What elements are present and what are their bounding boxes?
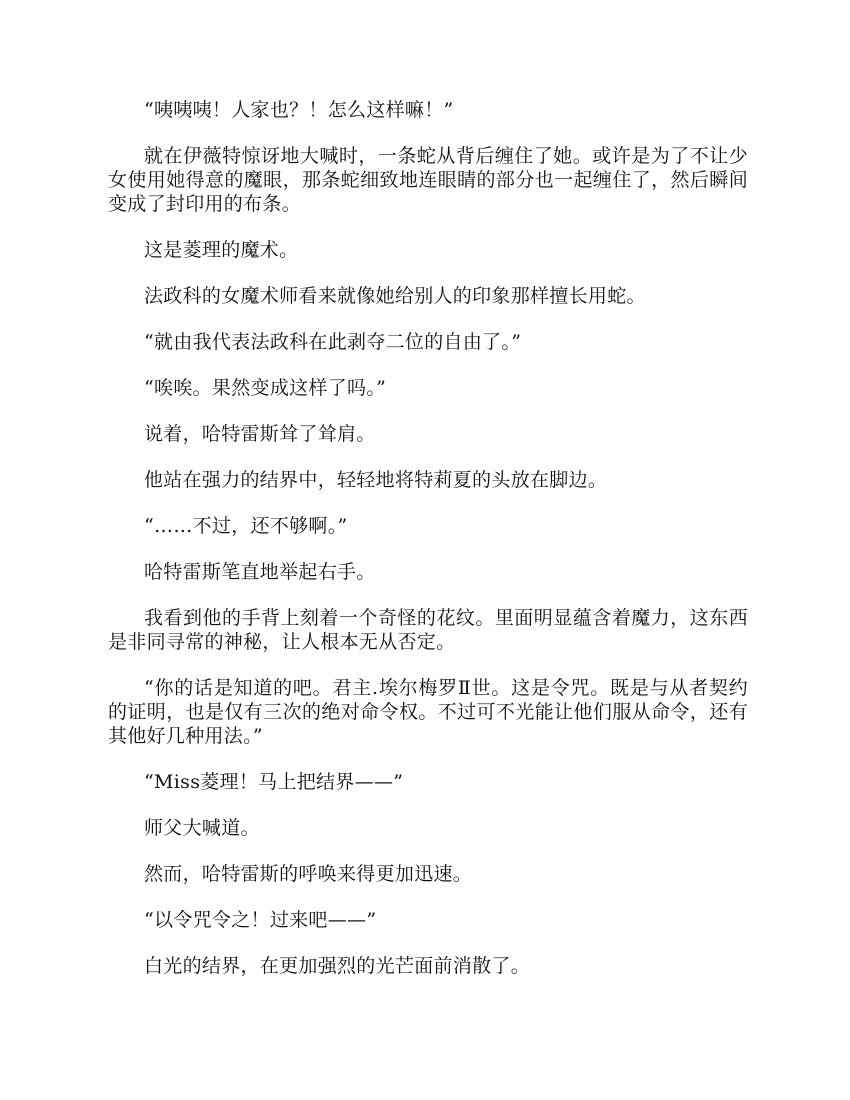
paragraph: “以令咒令之！过来吧——” — [144, 909, 377, 931]
paragraph: “唉唉。果然变成这样了吗。” — [144, 377, 387, 399]
paragraph: 这是菱理的魔术。 — [144, 239, 299, 261]
paragraph: 说着，哈特雷斯耸了耸肩。 — [144, 423, 376, 445]
paragraph: 白光的结界，在更加强烈的光芒面前消散了。 — [144, 955, 531, 977]
paragraph: “就由我代表法政科在此剥夺二位的自由了。” — [144, 331, 522, 353]
paragraph: “Miss菱理！马上把结界——” — [144, 771, 404, 793]
paragraph: 就在伊薇特惊讶地大喊时，一条蛇从背后缠住了她。或许是为了不让少女使用她得意的魔眼，那条蛇细致地连眼睛的部分也一起缠住了，然后瞬间变成了封印用的布条。 — [108, 145, 748, 215]
paragraph: “你的话是知道的吧。君主.埃尔梅罗Ⅱ世。这是令咒。既是与从者契约的证明，也是仅有三次的绝对命令权。不过可不光能让他们服从命令，还有其他好几种用法。” — [108, 677, 748, 747]
paragraph: 我看到他的手背上刻着一个奇怪的花纹。里面明显蕴含着魔力，这东西是非同寻常的神秘，让人根本无从否定。 — [108, 607, 748, 653]
paragraph: 哈特雷斯笔直地举起右手。 — [144, 561, 376, 583]
paragraph: “咦咦咦！人家也？！怎么这样嘛！” — [144, 99, 454, 121]
paragraph: 法政科的女魔术师看来就像她给别人的印象那样擅长用蛇。 — [144, 285, 646, 307]
paragraph: “……不过，还不够啊。” — [144, 515, 348, 537]
text-body — [108, 98, 748, 1000]
paragraph: 然而，哈特雷斯的呼唤来得更加迅速。 — [144, 863, 473, 885]
paragraph: 他站在强力的结界中，轻轻地将特莉夏的头放在脚边。 — [144, 469, 608, 491]
paragraph: 师父大喊道。 — [144, 817, 260, 839]
